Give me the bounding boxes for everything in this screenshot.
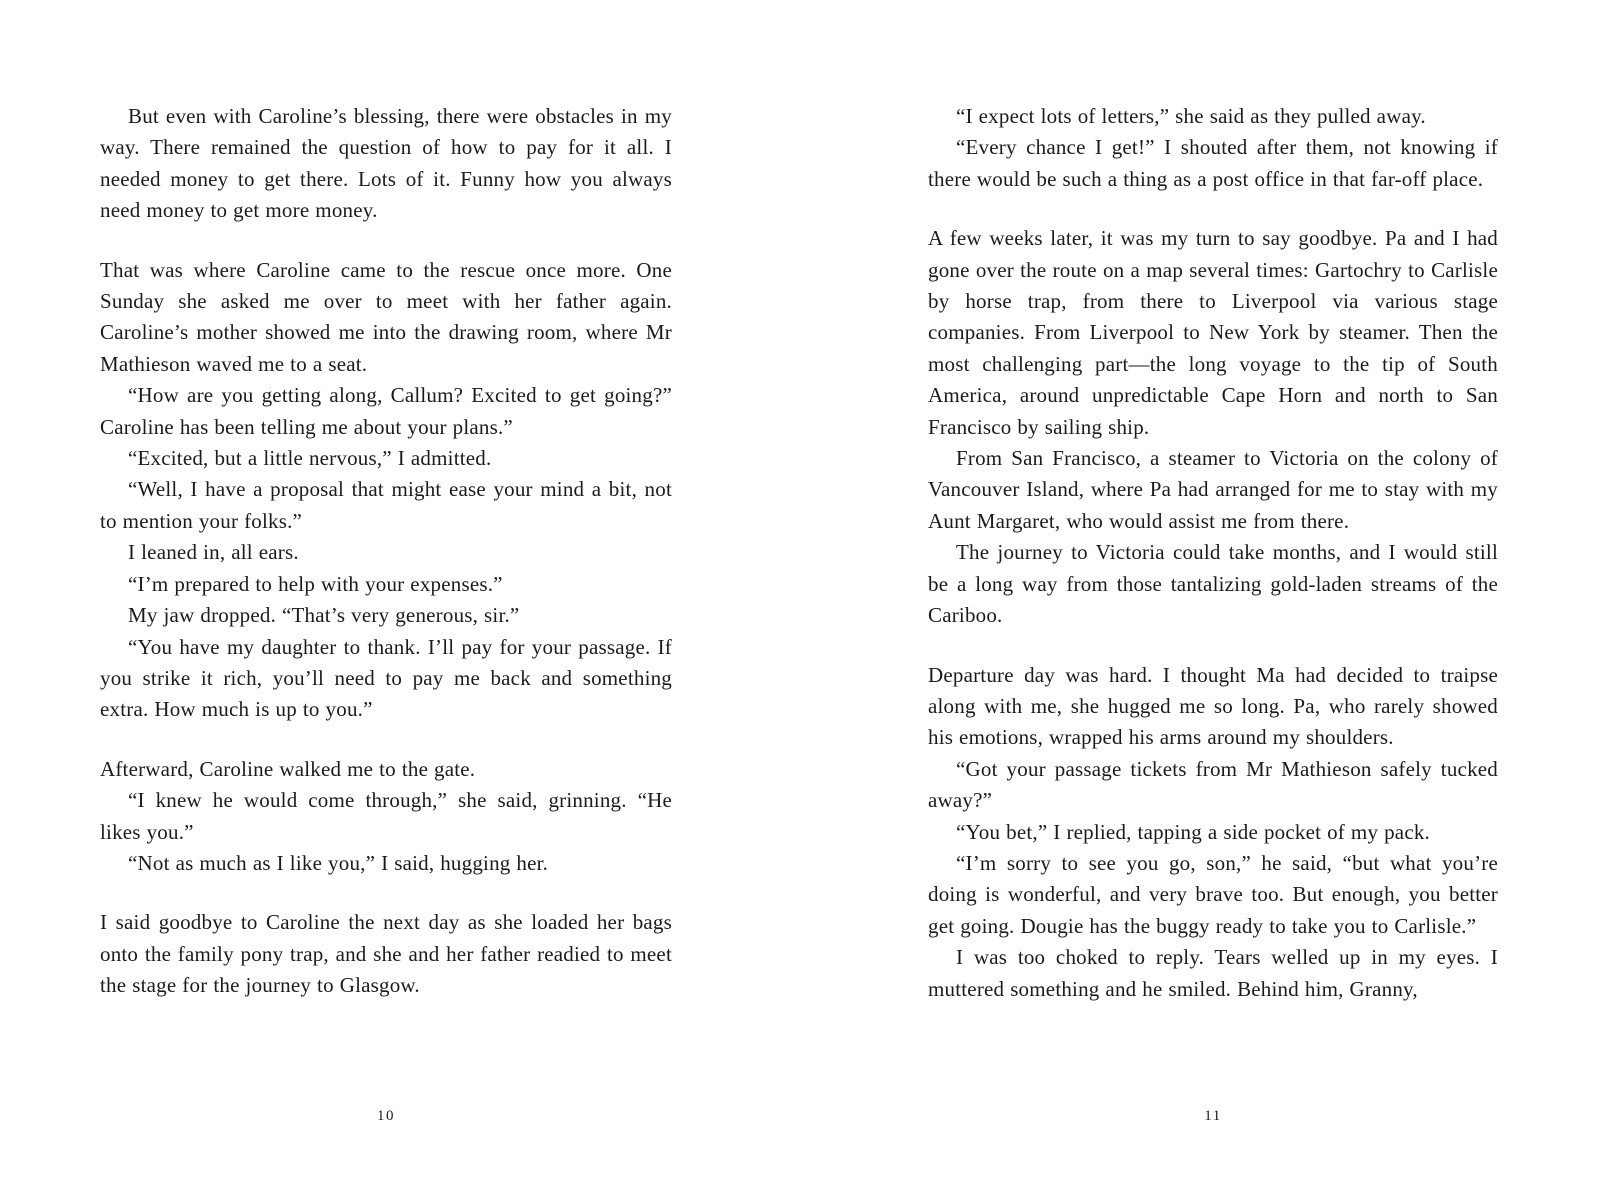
paragraph: “Excited, but a little nervous,” I admitted. [128,446,492,471]
paragraph: “Not as much as I like you,” I said, hugging her. [128,850,549,875]
page-number-right: 11 [1204,1108,1222,1124]
paragraph: From San Francisco, a steamer to Victoria on the colony of Vancouver Island, where Pa had arranged for me to stay with my Aunt Margaret, who would assist me from there. [928,446,1498,533]
paragraph: “I’m prepared to help with your expenses.” [128,571,503,596]
paragraph: My jaw dropped. “That’s very generous, sir.” [128,603,520,628]
paragraph: I said goodbye to Caroline the next day as she loaded her bags onto the family pony trap, and she and her father readied to meet the stage for the journey to Glasgow. [100,910,672,998]
paragraph: The journey to Victoria could take months, and I would still be a long way from those tantalizing gold-laden streams of the Cariboo. [928,540,1498,628]
paragraph: I leaned in, all ears. [128,540,299,565]
paragraph: “I knew he would come through,” she said, grinning. “He likes you.” [100,788,672,844]
paragraph: “I’m sorry to see you go, son,” he said, “but what you’re doing is wonderful, and very brave too. But enough, you better get going. Dougie has the buggy ready to take you to Carlisle.” [928,850,1498,938]
page-right [928,0,1498,1200]
page-right-text [928,101,1498,1005]
paragraph: I was too choked to reply. Tears welled up in my eyes. I muttered something and he smiled. Behind him, Granny, [928,945,1498,1001]
paragraph: “You have my daughter to thank. I’ll pay for your passage. If you strike it rich, you’ll need to pay me back and something extra. How much is up to you.” [100,634,672,722]
paragraph: “Got your passage tickets from Mr Mathieson safely tucked away?” [928,756,1498,813]
paragraph: “How are you getting along, Callum? Excited to get going?” Caroline has been telling me about your plans.” [100,383,672,439]
paragraph: But even with Caroline’s blessing, there were obstacles in my way. There remained the question of how to pay for it all. I needed money to get there. Lots of it. Funny how you always need money to get more money. [100,104,672,223]
page-left [100,0,672,1200]
paragraph: That was where Caroline came to the rescue once more. One Sunday she asked me over to meet with her father again. Caroline’s mother showed me into the drawing room, where Mr Mathieson waved me to a seat. [100,257,672,376]
paragraph: Afterward, Caroline walked me to the gate. [100,756,476,781]
paragraph: “I expect lots of letters,” she said as they pulled away. [956,104,1426,128]
paragraph: A few weeks later, it was my turn to say goodbye. Pa and I had gone over the route on a map several times: Gartochry to Carlisle by horse trap, from there to Liverpool via various stage companies. From Liverpool to New York by steamer. Then the most challenging part—the long voyage to the tip of South America, around unpredictable Cape Horn and north to San Francisco by sailing ship. [928,226,1498,439]
page-left-text [100,101,672,1002]
paragraph: “Every chance I get!” I shouted after them, not knowing if there would be such a thing as a post office in that far-off place. [928,135,1498,191]
paragraph: Departure day was hard. I thought Ma had decided to traipse along with me, she hugged me so long. Pa, who rarely showed his emotions, wrapped his arms around my shoulders. [928,662,1498,750]
page-number-left: 10 [377,1108,395,1124]
paragraph: “Well, I have a proposal that might ease your mind a bit, not to mention your folks.” [100,477,672,533]
paragraph: “You bet,” I replied, tapping a side pocket of my pack. [956,819,1430,844]
